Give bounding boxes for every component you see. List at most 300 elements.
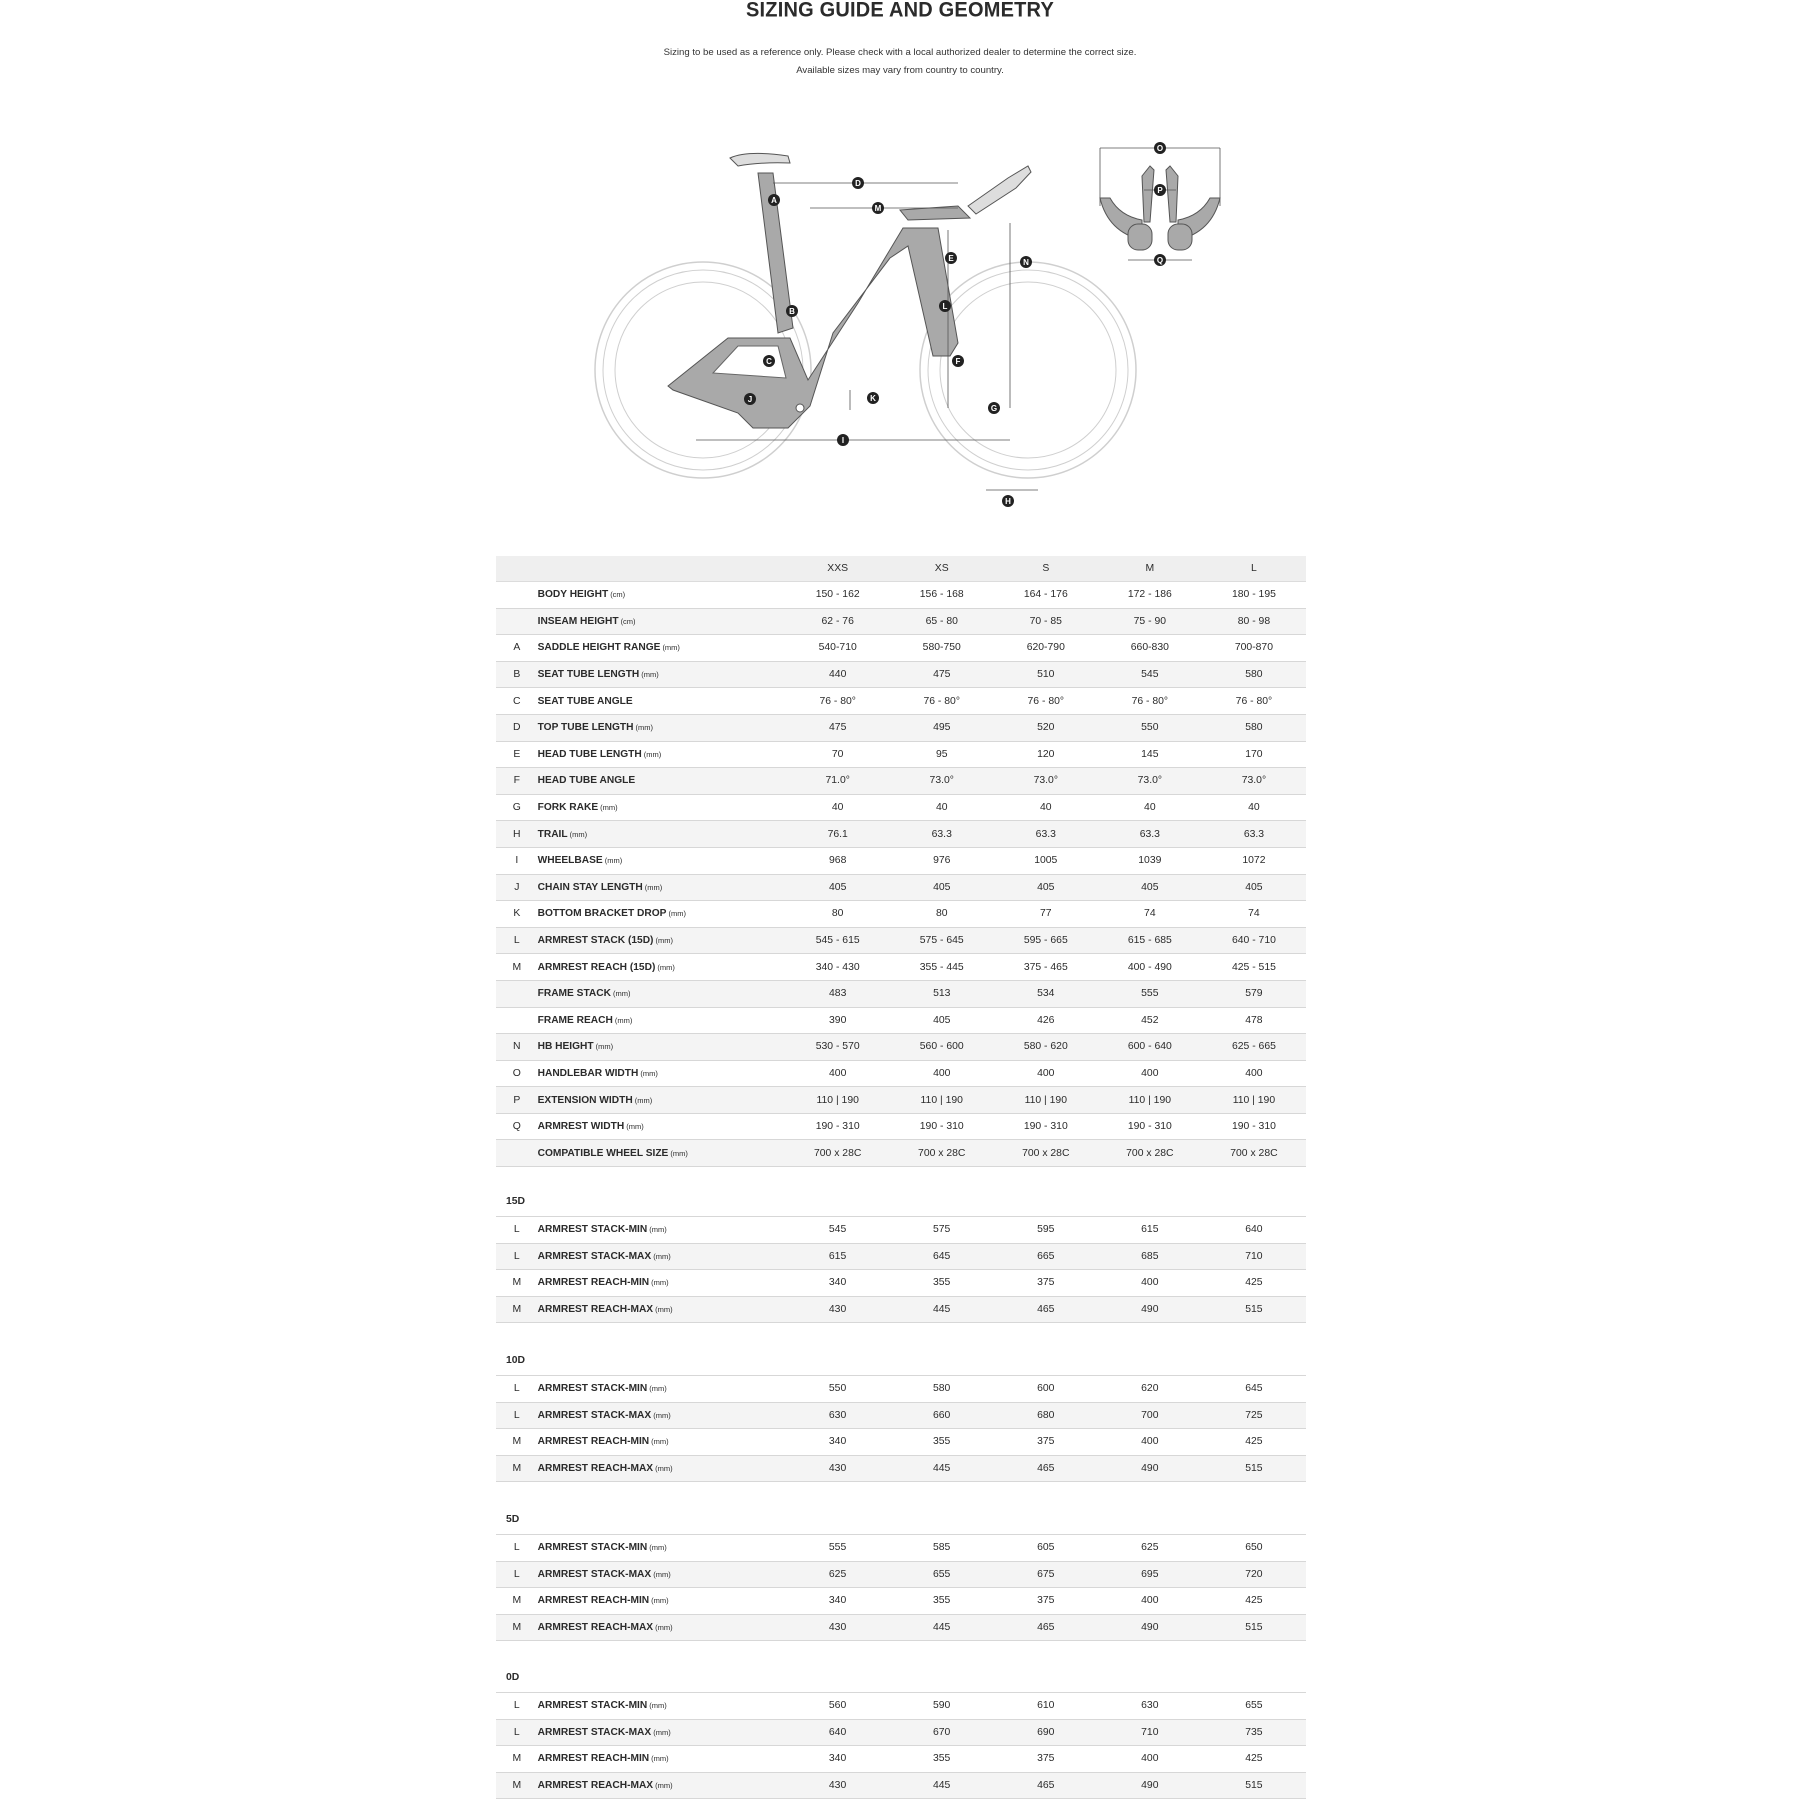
size-value-cell: 63.3: [1202, 821, 1306, 848]
dimension-label: ARMREST STACK-MAX: [537, 1250, 652, 1262]
size-value-cell: 355: [890, 1588, 994, 1615]
table-row: [496, 1719, 1306, 1746]
table-row: [496, 1746, 1306, 1773]
dimension-unit: (mm): [670, 1148, 688, 1158]
size-value-cell: 340: [786, 1588, 890, 1615]
dimension-unit: (mm): [655, 1305, 673, 1315]
size-value-cell: 620: [1098, 1376, 1202, 1403]
table-row: [496, 635, 1306, 662]
dimension-label-cell: [538, 1693, 786, 1720]
dimension-unit: (mm): [649, 1701, 667, 1711]
size-value-cell: 655: [1202, 1693, 1306, 1720]
dimension-unit: (mm): [649, 1384, 667, 1394]
dimension-label: ARMREST STACK-MIN: [537, 1224, 648, 1236]
table-row: [496, 1772, 1306, 1799]
dimension-code: M: [496, 1455, 538, 1482]
size-value-cell: 452: [1098, 1007, 1202, 1034]
table-row: [496, 608, 1306, 635]
dimension-label-cell: [538, 1535, 786, 1562]
table-row: [496, 1429, 1306, 1456]
size-value-cell: 700 x 28C: [890, 1140, 994, 1167]
size-value-cell: 400: [1098, 1270, 1202, 1297]
size-value-cell: 74: [1202, 901, 1306, 928]
size-value-cell: 65 - 80: [890, 608, 994, 635]
size-value-cell: 400: [994, 1060, 1098, 1087]
dimension-code: [496, 1140, 538, 1167]
dimension-label-cell: [538, 1402, 786, 1429]
size-value-cell: 400 - 490: [1098, 954, 1202, 981]
size-header-l: L: [1202, 556, 1306, 582]
size-value-cell: 445: [890, 1455, 994, 1482]
dimension-unit: (mm): [614, 1015, 633, 1025]
size-value-cell: 425: [1202, 1429, 1306, 1456]
dimension-code: [496, 582, 538, 609]
size-value-cell: 540-710: [786, 635, 890, 662]
size-value-cell: 595 - 665: [994, 927, 1098, 954]
size-value-cell: 405: [1098, 874, 1202, 901]
dimension-code: L: [496, 1402, 538, 1429]
size-value-cell: 545: [1098, 661, 1202, 688]
table-row: [496, 1614, 1306, 1641]
dimension-label-cell: [538, 608, 786, 635]
dimension-code: M: [496, 1296, 538, 1323]
svg-text:P: P: [1157, 186, 1163, 195]
size-value-cell: 665: [994, 1243, 1098, 1270]
dimension-label-cell: [538, 1614, 786, 1641]
dimension-unit: (mm): [651, 1596, 669, 1606]
size-value-cell: 465: [994, 1614, 1098, 1641]
size-value-cell: 73.0°: [1098, 768, 1202, 795]
size-value-cell: 555: [786, 1535, 890, 1562]
dimension-code: N: [496, 1034, 538, 1061]
dimension-label-cell: [538, 1772, 786, 1799]
size-value-cell: 475: [786, 714, 890, 741]
dimension-label: HEAD TUBE LENGTH: [537, 748, 642, 760]
dimension-code: M: [496, 1614, 538, 1641]
size-value-cell: 690: [994, 1719, 1098, 1746]
dimension-code: L: [496, 1535, 538, 1562]
dimension-label: ARMREST STACK-MAX: [537, 1409, 652, 1421]
dimension-label-cell: [538, 1588, 786, 1615]
size-value-cell: 968: [786, 847, 890, 874]
size-value-cell: 735: [1202, 1719, 1306, 1746]
dimension-unit: (mm): [655, 936, 673, 946]
dimension-unit: (mm): [651, 1754, 669, 1764]
header-code-cell: [496, 556, 538, 582]
size-value-cell: 675: [994, 1561, 1098, 1588]
size-value-cell: 655: [890, 1561, 994, 1588]
table-row: [496, 714, 1306, 741]
svg-text:M: M: [874, 204, 882, 213]
size-value-cell: 340: [786, 1746, 890, 1773]
dimension-label: FRAME REACH: [537, 1014, 613, 1026]
svg-text:O: O: [1156, 144, 1164, 153]
dimension-label-cell: [538, 954, 786, 981]
table-row: [496, 1588, 1306, 1615]
dimension-unit: (mm): [662, 643, 680, 653]
dimension-code: [496, 980, 538, 1007]
section-title: 10D: [506, 1355, 526, 1366]
size-value-cell: 150 - 162: [786, 582, 890, 609]
size-value-cell: 190 - 310: [994, 1113, 1098, 1140]
dimension-unit: (mm): [634, 1095, 653, 1105]
size-value-cell: 110 | 190: [994, 1087, 1098, 1114]
size-value-cell: 478: [1202, 1007, 1306, 1034]
size-header-s: S: [994, 556, 1098, 582]
dimension-label: BOTTOM BRACKET DROP: [537, 908, 667, 920]
dimension-code: L: [496, 1376, 538, 1403]
size-value-cell: 495: [890, 714, 994, 741]
dimension-label: ARMREST STACK-MAX: [537, 1568, 652, 1580]
size-value-cell: 172 - 186: [1098, 582, 1202, 609]
size-value-cell: 976: [890, 847, 994, 874]
size-value-cell: 615 - 685: [1098, 927, 1202, 954]
table-row: [496, 821, 1306, 848]
size-value-cell: 375: [994, 1746, 1098, 1773]
size-value-cell: 190 - 310: [1202, 1113, 1306, 1140]
size-value-cell: 74: [1098, 901, 1202, 928]
dimension-label-cell: [538, 927, 786, 954]
dimension-code: L: [496, 1719, 538, 1746]
size-value-cell: 70 - 85: [994, 608, 1098, 635]
size-value-cell: 405: [890, 874, 994, 901]
dimension-label: ARMREST STACK-MIN: [537, 1383, 648, 1395]
table-row: [496, 688, 1306, 715]
size-value-cell: 545 - 615: [786, 927, 890, 954]
table-row: [496, 847, 1306, 874]
size-value-cell: 425: [1202, 1746, 1306, 1773]
size-header-xxs: XXS: [786, 556, 890, 582]
size-value-cell: 190 - 310: [786, 1113, 890, 1140]
table-row: [496, 980, 1306, 1007]
table-row: [496, 1060, 1306, 1087]
dimension-label: COMPATIBLE WHEEL SIZE: [537, 1147, 669, 1159]
size-value-cell: 80: [786, 901, 890, 928]
size-value-cell: 40: [1202, 794, 1306, 821]
size-value-cell: 40: [890, 794, 994, 821]
dimension-label-cell: [538, 635, 786, 662]
dimension-label: CHAIN STAY LENGTH: [537, 881, 643, 893]
dimension-label: ARMREST REACH-MAX: [537, 1780, 654, 1792]
size-value-cell: 510: [994, 661, 1098, 688]
size-value-cell: 550: [1098, 714, 1202, 741]
table-row: [496, 1113, 1306, 1140]
size-value-cell: 645: [1202, 1376, 1306, 1403]
size-value-cell: 190 - 310: [890, 1113, 994, 1140]
size-value-cell: 62 - 76: [786, 608, 890, 635]
dimension-label: TRAIL: [537, 828, 568, 840]
size-value-cell: 425 - 515: [1202, 954, 1306, 981]
svg-text:C: C: [766, 357, 772, 366]
table-row: [496, 1034, 1306, 1061]
dimension-label-cell: [538, 1007, 786, 1034]
size-value-cell: 580: [1202, 661, 1306, 688]
table-row: [496, 927, 1306, 954]
armrest-table: [496, 1692, 1306, 1799]
armrest-table: [496, 1216, 1306, 1323]
size-value-cell: 426: [994, 1007, 1098, 1034]
size-value-cell: 445: [890, 1614, 994, 1641]
size-value-cell: 625: [786, 1561, 890, 1588]
size-value-cell: 40: [994, 794, 1098, 821]
table-row: [496, 1402, 1306, 1429]
size-value-cell: 445: [890, 1296, 994, 1323]
size-value-cell: 400: [1098, 1060, 1202, 1087]
size-header-m: M: [1098, 556, 1202, 582]
dimension-code: O: [496, 1060, 538, 1087]
section-title: 15D: [506, 1196, 526, 1207]
dimension-label: SADDLE HEIGHT RANGE: [537, 642, 661, 654]
size-value-cell: 80 - 98: [1202, 608, 1306, 635]
dimension-label: ARMREST STACK (15D): [537, 935, 654, 947]
size-value-cell: 390: [786, 1007, 890, 1034]
size-value-cell: 440: [786, 661, 890, 688]
size-value-cell: 630: [1098, 1693, 1202, 1720]
dimension-label-cell: [538, 794, 786, 821]
size-value-cell: 405: [786, 874, 890, 901]
svg-text:N: N: [1023, 258, 1029, 267]
dimension-code: E: [496, 741, 538, 768]
dimension-unit: (cm): [610, 590, 626, 600]
size-value-cell: 430: [786, 1614, 890, 1641]
dimension-label-cell: [538, 847, 786, 874]
size-value-cell: 483: [786, 980, 890, 1007]
size-value-cell: 685: [1098, 1243, 1202, 1270]
svg-text:K: K: [870, 394, 876, 403]
dimension-code: L: [496, 1243, 538, 1270]
size-value-cell: 110 | 190: [1202, 1087, 1306, 1114]
dimension-label: WHEELBASE: [537, 855, 603, 867]
size-value-cell: 640 - 710: [1202, 927, 1306, 954]
dimension-code: H: [496, 821, 538, 848]
table-row: [496, 582, 1306, 609]
dimension-code: F: [496, 768, 538, 795]
dimension-label-cell: [538, 901, 786, 928]
size-value-cell: 400: [786, 1060, 890, 1087]
dimension-code: D: [496, 714, 538, 741]
size-value-cell: 70: [786, 741, 890, 768]
size-value-cell: 695: [1098, 1561, 1202, 1588]
size-value-cell: 680: [994, 1402, 1098, 1429]
size-value-cell: 700 x 28C: [786, 1140, 890, 1167]
section-title: 5D: [506, 1514, 520, 1525]
svg-text:H: H: [1005, 497, 1011, 506]
dimension-unit: (mm): [595, 1042, 614, 1052]
dimension-code: M: [496, 1588, 538, 1615]
table-row: [496, 1376, 1306, 1403]
table-row: [496, 794, 1306, 821]
dimension-label-cell: [538, 1217, 786, 1244]
dimension-unit: (mm): [641, 670, 659, 680]
size-value-cell: 595: [994, 1217, 1098, 1244]
size-value-cell: 73.0°: [1202, 768, 1306, 795]
size-value-cell: 375 - 465: [994, 954, 1098, 981]
size-value-cell: 73.0°: [994, 768, 1098, 795]
dimension-label: ARMREST REACH-MIN: [537, 1753, 650, 1765]
size-value-cell: 625: [1098, 1535, 1202, 1562]
dimension-unit: (mm): [649, 1225, 667, 1235]
table-row: [496, 1270, 1306, 1297]
size-value-cell: 710: [1098, 1719, 1202, 1746]
size-value-cell: 585: [890, 1535, 994, 1562]
size-value-cell: 40: [786, 794, 890, 821]
size-value-cell: 400: [1098, 1746, 1202, 1773]
dimension-code: G: [496, 794, 538, 821]
size-value-cell: 490: [1098, 1455, 1202, 1482]
size-value-cell: 71.0°: [786, 768, 890, 795]
size-value-cell: 355: [890, 1270, 994, 1297]
size-value-cell: 1039: [1098, 847, 1202, 874]
size-value-cell: 490: [1098, 1296, 1202, 1323]
table-row: [496, 661, 1306, 688]
dimension-label-cell: [538, 1087, 786, 1114]
size-value-cell: 63.3: [994, 821, 1098, 848]
dimension-code: L: [496, 1693, 538, 1720]
size-value-cell: 76 - 80°: [786, 688, 890, 715]
dimension-label: TOP TUBE LENGTH: [537, 722, 634, 734]
size-value-cell: 720: [1202, 1561, 1306, 1588]
dimension-label: FORK RAKE: [537, 802, 599, 814]
dimension-unit: (mm): [653, 1569, 671, 1579]
svg-text:Q: Q: [1156, 256, 1164, 265]
dimension-lines: [696, 183, 1038, 490]
svg-text:E: E: [948, 254, 954, 263]
table-row: [496, 741, 1306, 768]
size-value-cell: 600 - 640: [1098, 1034, 1202, 1061]
size-value-cell: 76 - 80°: [1098, 688, 1202, 715]
size-value-cell: 156 - 168: [890, 582, 994, 609]
armrest-table: [496, 1375, 1306, 1482]
size-value-cell: 340 - 430: [786, 954, 890, 981]
dimension-label-cell: [538, 1561, 786, 1588]
table-row: [496, 1140, 1306, 1167]
size-value-cell: 700 x 28C: [994, 1140, 1098, 1167]
dimension-label-cell: [538, 741, 786, 768]
dimension-label-cell: [538, 1429, 786, 1456]
dimension-label: INSEAM HEIGHT: [537, 615, 619, 627]
svg-text:B: B: [789, 307, 795, 316]
dimension-label-cell: [538, 980, 786, 1007]
dimension-code: M: [496, 1429, 538, 1456]
size-value-cell: 465: [994, 1296, 1098, 1323]
table-row: [496, 1296, 1306, 1323]
header-label-cell: [538, 556, 786, 582]
size-value-cell: 340: [786, 1270, 890, 1297]
size-value-cell: 375: [994, 1588, 1098, 1615]
size-header-xs: XS: [890, 556, 994, 582]
table-row: [496, 954, 1306, 981]
dimension-label: ARMREST REACH (15D): [537, 961, 656, 973]
size-value-cell: 580-750: [890, 635, 994, 662]
dimension-unit: (mm): [653, 1410, 671, 1420]
dimension-label: HB HEIGHT: [537, 1041, 594, 1053]
dimension-code: M: [496, 954, 538, 981]
dimension-unit: (mm): [655, 1464, 673, 1474]
size-value-cell: 340: [786, 1429, 890, 1456]
dimension-unit: (mm): [655, 1623, 673, 1633]
table-row: [496, 768, 1306, 795]
size-value-cell: 700 x 28C: [1098, 1140, 1202, 1167]
size-value-cell: 110 | 190: [890, 1087, 994, 1114]
size-value-cell: 425: [1202, 1270, 1306, 1297]
size-value-cell: 77: [994, 901, 1098, 928]
size-value-cell: 490: [1098, 1772, 1202, 1799]
size-value-cell: 550: [786, 1376, 890, 1403]
dimension-unit: (mm): [657, 962, 675, 972]
dimension-label: ARMREST REACH-MAX: [537, 1622, 654, 1634]
handlebar-top-view: [1098, 136, 1222, 296]
table-row: [496, 1561, 1306, 1588]
table-row: [496, 1243, 1306, 1270]
dimension-label: ARMREST REACH-MIN: [537, 1595, 650, 1607]
dimension-label-cell: [538, 1243, 786, 1270]
svg-text:L: L: [942, 302, 948, 311]
dimension-unit: (mm): [600, 803, 618, 813]
dimension-label: ARMREST REACH-MIN: [537, 1277, 650, 1289]
dimension-unit: (mm): [651, 1437, 669, 1447]
dimension-label: ARMREST STACK-MAX: [537, 1726, 652, 1738]
dimension-label: HANDLEBAR WIDTH: [537, 1067, 639, 1079]
size-value-cell: 660: [890, 1402, 994, 1429]
dimension-unit: (mm): [640, 1068, 658, 1078]
size-value-cell: 700-870: [1202, 635, 1306, 662]
size-value-cell: 405: [1202, 874, 1306, 901]
size-value-cell: 575 - 645: [890, 927, 994, 954]
dimension-label: SEAT TUBE LENGTH: [537, 669, 640, 681]
dimension-label-cell: [538, 1455, 786, 1482]
size-value-cell: 400: [890, 1060, 994, 1087]
size-value-cell: 110 | 190: [786, 1087, 890, 1114]
size-value-cell: 575: [890, 1217, 994, 1244]
size-value-cell: 725: [1202, 1402, 1306, 1429]
geometry-table-body: [496, 556, 1306, 1167]
size-value-cell: 660-830: [1098, 635, 1202, 662]
size-value-cell: 605: [994, 1535, 1098, 1562]
dimension-unit: (mm): [653, 1251, 671, 1261]
size-value-cell: 515: [1202, 1614, 1306, 1641]
dimension-code: L: [496, 1561, 538, 1588]
size-value-cell: 579: [1202, 980, 1306, 1007]
dimension-label: BODY HEIGHT: [537, 589, 609, 601]
dimension-label-cell: [538, 1034, 786, 1061]
size-value-cell: 555: [1098, 980, 1202, 1007]
size-value-cell: 580 - 620: [994, 1034, 1098, 1061]
size-value-cell: 180 - 195: [1202, 582, 1306, 609]
dimension-code: P: [496, 1087, 538, 1114]
dimension-label: HEAD TUBE ANGLE: [537, 775, 636, 787]
size-value-cell: 534: [994, 980, 1098, 1007]
size-value-cell: 465: [994, 1455, 1098, 1482]
dimension-label: ARMREST STACK-MIN: [537, 1542, 648, 1554]
table-row: [496, 1007, 1306, 1034]
page-subtitle: [0, 44, 1800, 80]
dimension-unit: (mm): [644, 882, 663, 892]
size-value-cell: 515: [1202, 1455, 1306, 1482]
size-value-cell: 615: [1098, 1217, 1202, 1244]
size-value-cell: 710: [1202, 1243, 1306, 1270]
dimension-label: FRAME STACK: [537, 988, 611, 1000]
size-value-cell: 76 - 80°: [890, 688, 994, 715]
size-value-cell: 430: [786, 1296, 890, 1323]
size-value-cell: 400: [1202, 1060, 1306, 1087]
dimension-label: ARMREST WIDTH: [537, 1121, 625, 1133]
table-row: [496, 1087, 1306, 1114]
size-value-cell: 530 - 570: [786, 1034, 890, 1061]
svg-text:G: G: [990, 404, 998, 413]
size-value-cell: 640: [786, 1719, 890, 1746]
svg-text:I: I: [841, 436, 845, 445]
dimension-unit: (mm): [653, 1727, 671, 1737]
